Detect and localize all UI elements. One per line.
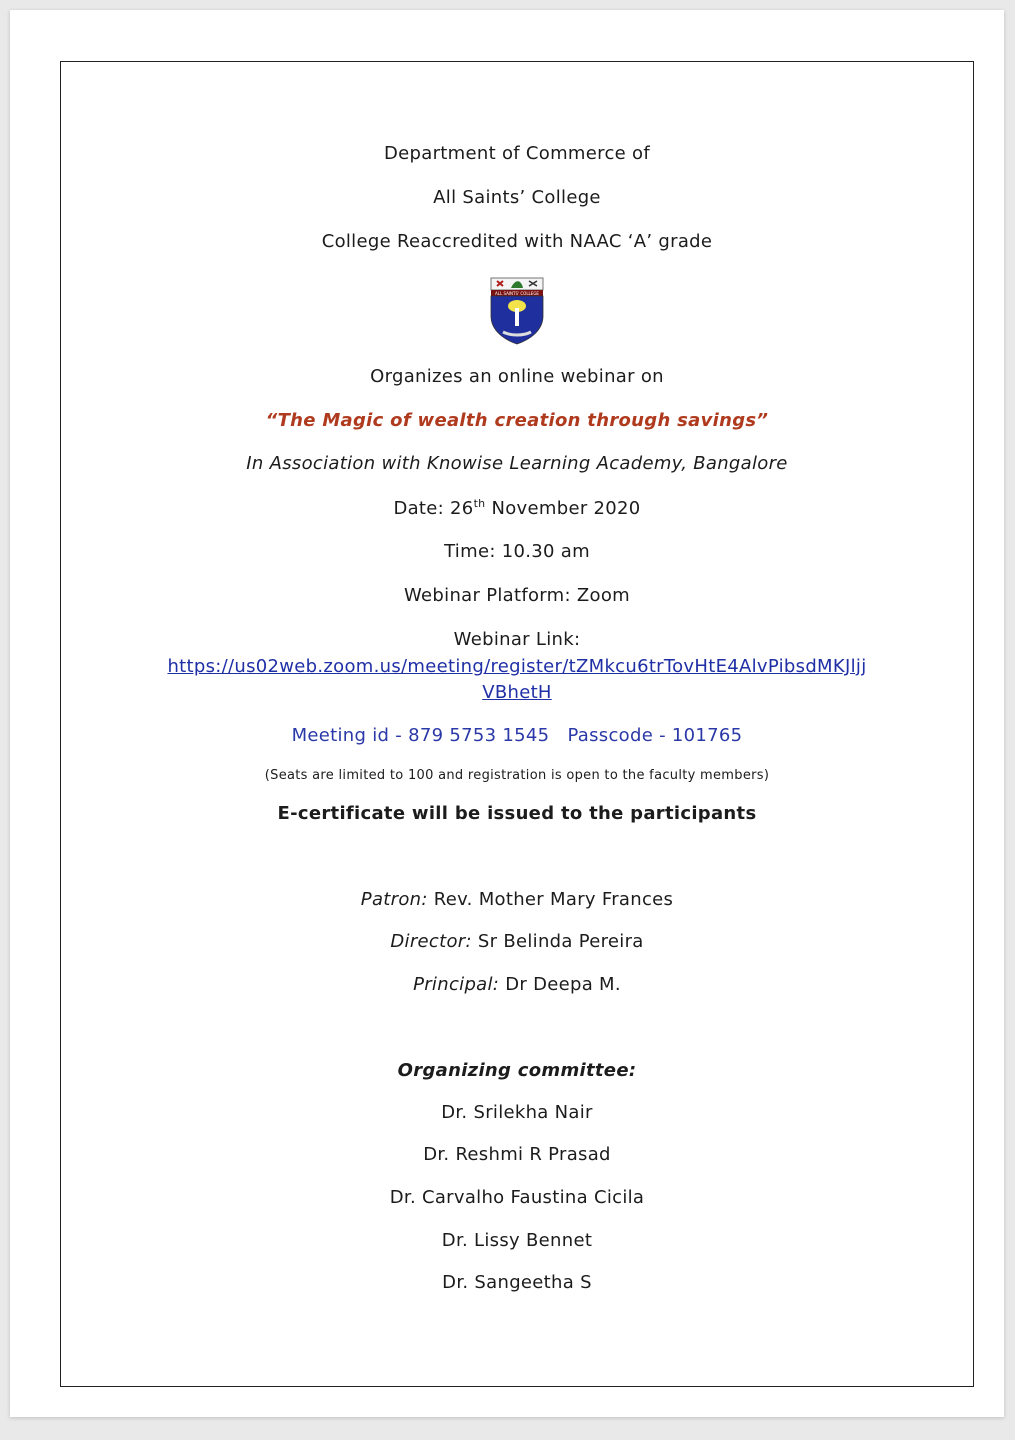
committee-member: Dr. Sangeetha S	[442, 1272, 592, 1293]
meeting-id: Meeting id - 879 5753 1545	[291, 725, 550, 746]
date-rest: November 2020	[485, 498, 641, 519]
accreditation-line: College Reaccredited with NAAC ‘A’ grade	[321, 231, 713, 252]
date-suffix-ordinal: th	[473, 497, 486, 510]
committee-member: Dr. Reshmi R Prasad	[423, 1144, 611, 1165]
committee-member: Dr. Srilekha Nair	[441, 1102, 593, 1123]
webinar-link-label: Webinar Link:	[453, 629, 581, 650]
certificate-note: E-certificate will be issued to the participants	[277, 803, 757, 824]
patron-label: Patron:	[360, 889, 428, 910]
passcode: Passcode - 101765	[567, 725, 743, 746]
committee-member: Dr. Lissy Bennet	[441, 1230, 593, 1251]
document-page	[10, 10, 1004, 1417]
college-crest-icon	[489, 276, 545, 346]
committee-title: Organizing committee:	[397, 1060, 637, 1081]
committee-member: Dr. Carvalho Faustina Cicila	[389, 1187, 645, 1208]
time-line: Time: 10.30 am	[444, 541, 590, 562]
webinar-title: “The Magic of wealth creation through savings”	[265, 410, 769, 431]
department-line: Department of Commerce of	[384, 143, 650, 164]
date-line	[61, 497, 973, 521]
principal-name: Dr Deepa M.	[499, 974, 621, 995]
date-prefix: Date: 26	[393, 498, 474, 519]
webinar-link-line2[interactable]: VBhetH	[482, 682, 552, 703]
patron-name: Rev. Mother Mary Frances	[427, 889, 674, 910]
director-name: Sr Belinda Pereira	[471, 931, 644, 952]
page-border	[60, 61, 974, 1387]
principal-line	[61, 973, 973, 997]
meeting-info	[61, 724, 973, 748]
association-line: In Association with Knowise Learning Academy, Bangalore	[246, 453, 788, 474]
platform-line: Webinar Platform: Zoom	[404, 585, 630, 606]
patron-line	[61, 888, 973, 912]
svg-text:ALL SAINTS' COLLEGE: ALL SAINTS' COLLEGE	[495, 291, 539, 296]
director-label: Director:	[390, 931, 472, 952]
college-name: All Saints’ College	[433, 187, 601, 208]
seats-note: (Seats are limited to 100 and registration is open to the faculty members)	[264, 768, 770, 783]
organizes-line: Organizes an online webinar on	[370, 366, 664, 387]
principal-label: Principal:	[413, 974, 500, 995]
director-line	[61, 930, 973, 954]
webinar-link-line1[interactable]: https://us02web.zoom.us/meeting/register/tZMkcu6trTovHtE4AlvPibsdMKJljj	[167, 656, 867, 677]
